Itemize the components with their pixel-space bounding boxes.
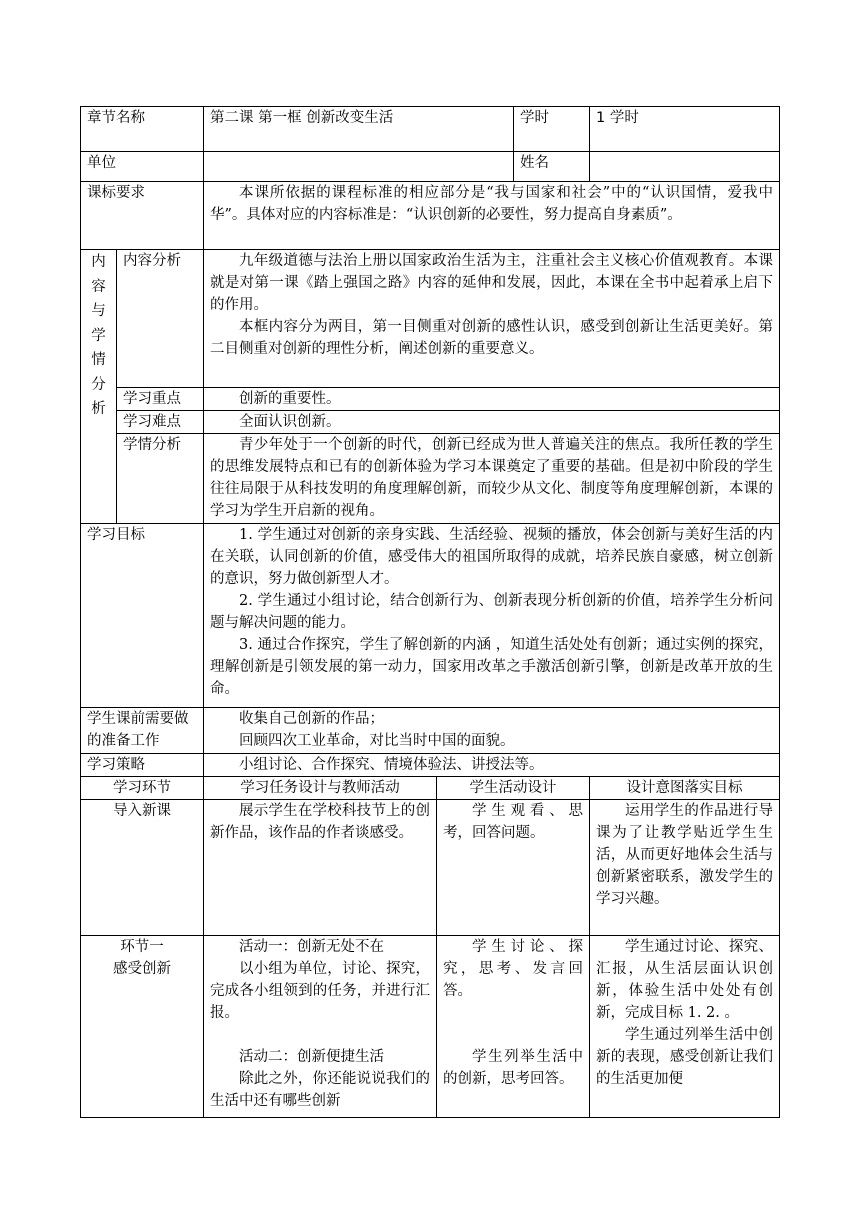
activity1-text: 以小组为单位，讨论、探究，完成各小组领到的任务，并进行汇报。 bbox=[210, 961, 430, 1021]
content-analysis-label: 内容分析 bbox=[117, 250, 204, 388]
stage-intro-student: 学生观看、思考，回答问题。 bbox=[443, 803, 583, 841]
activity2-student: 学生列举生活中的创新，思考回答。 bbox=[443, 1049, 583, 1087]
difficulty-text: 全面认识创新。 bbox=[239, 414, 341, 430]
stage-one-name-line1: 环节一 bbox=[120, 939, 164, 955]
strategy-label: 学习策略 bbox=[81, 754, 204, 777]
difficulty-row bbox=[81, 411, 780, 434]
name-value bbox=[590, 152, 780, 182]
content-analysis-row bbox=[81, 250, 780, 388]
stage-intro-name: 导入新课 bbox=[81, 800, 204, 936]
activity1-title: 活动一：创新无处不在 bbox=[239, 939, 384, 955]
learner-analysis-label: 学情分析 bbox=[117, 434, 204, 524]
activity1-student: 学生讨论、探究，思考、发言回答。 bbox=[443, 939, 583, 999]
activity2-intent: 学生通过列举生活中创新的表现，感受创新让我们的生活更加便 bbox=[596, 1027, 773, 1087]
learner-analysis-row bbox=[81, 434, 780, 524]
side-char: 容 bbox=[91, 278, 106, 295]
process-header-teacher: 学习任务设计与教师活动 bbox=[204, 777, 437, 800]
chapter-label: 章节名称 bbox=[81, 107, 204, 152]
side-char: 分 bbox=[91, 376, 106, 393]
content-analysis-p2: 本框内容分为两目，第一目侧重对创新的感性认识，感受到创新让生活更美好。第二目侧重对创新的理性分析，阐述创新的重要意义。 bbox=[210, 319, 773, 357]
curriculum-row bbox=[81, 182, 780, 250]
analysis-side-label bbox=[81, 250, 117, 524]
process-header-student: 学生活动设计 bbox=[437, 777, 590, 800]
key-point-text: 创新的重要性。 bbox=[239, 391, 341, 407]
curriculum-text: 本课所依据的课程标准的相应部分是“我与国家和社会”中的“认识国情，爱我中华”。具体对应的内容标准是：“认识创新的必要性，努力提高自身素质”。 bbox=[210, 185, 773, 223]
preparation-row bbox=[81, 708, 780, 754]
learner-analysis-text: 青少年处于一个创新的时代，创新已经成为世人普遍关注的焦点。我所任教的学生的思维发展特点和已有的创新体验为学习本课奠定了重要的基础。但是初中阶段的学生往往局限于从科技发明的角度理解创新，而较少从文化、制度等角度理解创新，本课的学习为学生开启新的视角。 bbox=[210, 437, 773, 519]
content-analysis-p1: 九年级道德与法治上册以国家政治生活为主，注重社会主义核心价值观教育。本课就是对第一课《踏上强国之路》内容的延伸和发展，因此，本课在全书中起着承上启下的作用。 bbox=[210, 253, 773, 313]
strategy-text: 小组讨论、合作探究、情境体验法、讲授法等。 bbox=[239, 757, 544, 773]
unit-label: 单位 bbox=[81, 152, 204, 182]
goals-label: 学习目标 bbox=[81, 524, 204, 708]
stage-intro-intent: 运用学生的作品进行导课为了让教学贴近学生生活，从而更好地体会生活与创新紧密联系，激发学生的学习兴趣。 bbox=[596, 803, 773, 907]
difficulty-label: 学习难点 bbox=[117, 411, 204, 434]
process-header-stage: 学习环节 bbox=[81, 777, 204, 800]
stage-one-name-line2: 感受创新 bbox=[113, 961, 171, 977]
header-row bbox=[81, 107, 780, 152]
preparation-p2: 回顾四次工业革命，对比当时中国的面貌。 bbox=[239, 733, 515, 749]
unit-value bbox=[204, 152, 514, 182]
key-point-row bbox=[81, 388, 780, 411]
chapter-value: 第二课 第一框 创新改变生活 bbox=[204, 107, 514, 152]
side-char: 析 bbox=[91, 401, 106, 417]
unit-row bbox=[81, 152, 780, 182]
goal-3: 3. 通过合作探究，学生了解创新的内涵 ，知道生活处处有创新；通过实例的探究，理解创新是引领发展的第一动力，国家用改革之手激活创新引擎，创新是改革开放的生命。 bbox=[210, 637, 773, 697]
stage-intro-teacher: 展示学生在学校科技节上的创新作品，该作品的作者谈感受。 bbox=[210, 803, 430, 841]
hours-label: 学时 bbox=[514, 107, 590, 152]
hours-value: 1 学时 bbox=[590, 107, 780, 152]
side-char: 内 bbox=[91, 254, 106, 270]
side-char: 学 bbox=[91, 327, 106, 344]
activity2-text: 除此之外，你还能说说我们的生活中还有哪些创新 bbox=[210, 1071, 430, 1109]
goals-row bbox=[81, 524, 780, 708]
goal-1: 1. 学生通过对创新的亲身实践、生活经验、视频的播放，体会创新与美好生活的内在关联，认同创新的价值，感受伟大的祖国所取得的成就，培养民族自豪感，树立创新的意识，努力做创新型人才。 bbox=[210, 527, 773, 587]
name-label: 姓名 bbox=[514, 152, 590, 182]
side-char: 与 bbox=[91, 303, 106, 319]
activity2-title: 活动二：创新便捷生活 bbox=[239, 1049, 384, 1065]
lesson-plan-table bbox=[80, 106, 780, 1118]
goal-2: 2. 学生通过小组讨论，结合创新行为、创新表现分析创新的价值，培养学生分析问题与解决问题的能力。 bbox=[210, 593, 773, 631]
key-point-label: 学习重点 bbox=[117, 388, 204, 411]
stage-intro-row bbox=[81, 800, 780, 936]
process-header-row bbox=[81, 777, 780, 800]
curriculum-label: 课标要求 bbox=[81, 182, 204, 250]
preparation-label: 学生课前需要做的准备工作 bbox=[81, 708, 204, 754]
strategy-row bbox=[81, 754, 780, 777]
side-char: 情 bbox=[91, 352, 106, 368]
activity1-intent: 学生通过讨论、探究、汇报，从生活层面认识创新，体验生活中处处有创新，完成目标 1. 2. 。 bbox=[596, 939, 773, 1021]
process-header-intent: 设计意图落实目标 bbox=[590, 777, 780, 800]
stage-one-row bbox=[81, 936, 780, 1118]
preparation-p1: 收集自己创新的作品； bbox=[239, 711, 384, 727]
